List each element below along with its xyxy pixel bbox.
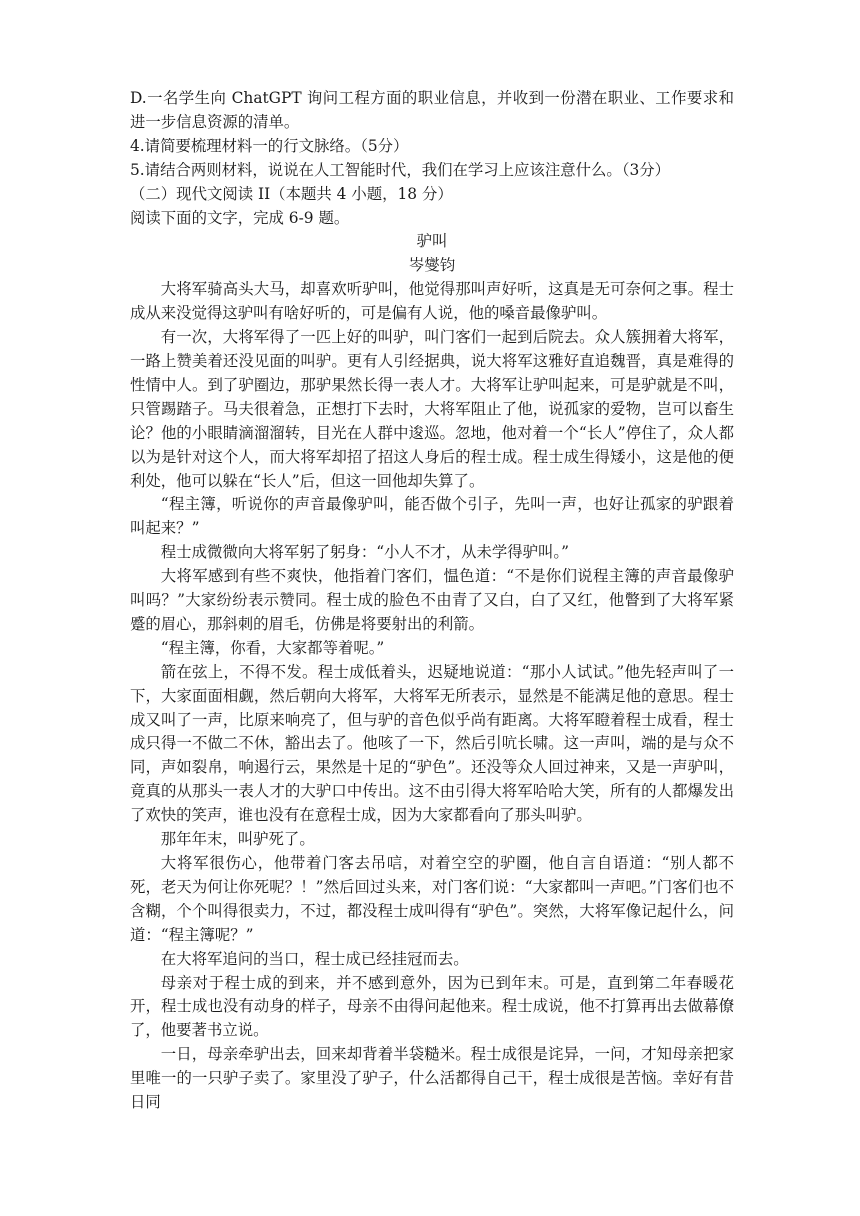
- article-body: [130, 278, 734, 1115]
- question-4: 4.请简要梳理材料一的行文脉络。（5分）: [130, 136, 409, 155]
- article-paragraph: “程主簿，你看，大家都等着呢。”: [160, 638, 385, 657]
- question-option-d: D.一名学生向 ChatGPT 询问工程方面的职业信息，并收到一份潜在职业、工作要求和进一步信息资源的清单。: [130, 89, 734, 131]
- article-paragraph: 大将军很伤心，他带着门客去吊唁，对着空空的驴圈，他自言自语道：“别人都不死，老天为何让你死呢？！”然后回过头来，对门客们说：“大家都叫一声吧。”门客们也不含糊，个个叫得很卖力，不过，都没程士成叫得有“驴色”。突然，大将军像记起什么，问道：“程主簿呢？”: [130, 854, 734, 944]
- article-paragraph: “程主簿，听说你的声音最像驴叫，能否做个引子，先叫一声，也好让孤家的驴跟着叫起来？”: [130, 495, 734, 538]
- section-heading: （二）现代文阅读 II（本题共 4 小题，18 分）: [130, 184, 453, 203]
- article-paragraph: 箭在弦上，不得不发。程士成低着头，迟疑地说道：“那小人试试。”他先轻声叫了一下，大家面面相觑，然后朝向大将军，大将军无所表示，显然是不能满足他的意思。程士成又叫了一声，比原来响亮了，但与驴的音色似乎尚有距离。大将军瞪着程士成看，程士成只得一不做二不休，豁出去了。他咳了一下，然后引吭长啸。这一声叫，端的是与众不同，声如裂帛，响遏行云，果然是十足的“驴色”。还没等众人回过神来，又是一声驴叫，竟真的从那头一表人才的大驴口中传出。这不由引得大将军哈哈大笑，所有的人都爆发出了欢快的笑声，谁也没有在意程士成，因为大家都看向了那头叫驴。: [130, 662, 734, 825]
- section-instruction: 阅读下面的文字，完成 6-9 题。: [130, 208, 350, 227]
- article-paragraph: 那年年末，叫驴死了。: [160, 830, 315, 849]
- article-paragraph: 母亲对于程士成的到来，并不感到意外，因为已到年末。可是，直到第二年春暖花开，程士成也没有动身的样子，母亲不由得问起他来。程士成说，他不打算再出去做幕僚了，他要著书立说。: [130, 973, 734, 1040]
- article-paragraph: 在大将军追问的当口，程士成已经挂冠而去。: [160, 949, 469, 968]
- article-paragraph: 程士成微微向大将军躬了躬身：“小人不才，从未学得驴叫。”: [160, 543, 569, 562]
- article-paragraph: 一日，母亲牵驴出去，回来却背着半袋糙米。程士成很是诧异，一问，才知母亲把家里唯一的一只驴子卖了。家里没了驴子，什么活都得自己干，程士成很是苦恼。幸好有昔日同: [130, 1045, 734, 1112]
- article-title: 驴叫: [416, 232, 448, 251]
- article-paragraph: 大将军骑高头大马，却喜欢听驴叫，他觉得那叫声好听，这真是无可奈何之事。程士成从来没觉得这驴叫有啥好听的，可是偏有人说，他的嗓音最像驴叫。: [130, 280, 734, 323]
- article-paragraph: 大将军感到有些不爽快，他指着门客们，愠色道：“不是你们说程主簿的声音最像驴叫吗？”大家纷纷表示赞同。程士成的脸色不由青了又白，白了又红，他瞥到了大将军紧蹙的眉心，那斜刺的眉毛，仿佛是将要射出的利箭。: [130, 567, 734, 633]
- article-paragraph: 有一次，大将军得了一匹上好的叫驴，叫门客们一起到后院去。众人簇拥着大将军，一路上赞美着还没见面的叫驴。更有人引经据典，说大将军这雅好直追魏晋，真是难得的性情中人。到了驴圈边，那驴果然长得一表人才。大将军让驴叫起来，可是驴就是不叫，只管踢踏子。马夫很着急，正想打下去时，大将军阻止了他，说孤家的爱物，岂可以畜生论？他的小眼睛滴溜溜转，目光在人群中逡巡。忽地，他对着一个“长人”停住了，众人都以为是针对这个人，而大将军却招了招这人身后的程士成。程士成生得矮小，这是他的便利处，他可以躲在“长人”后，但这一回他却失算了。: [130, 328, 734, 490]
- article-author: 岑燮钧: [408, 256, 456, 275]
- question-5: 5.请结合两则材料，说说在人工智能时代，我们在学习上应该注意什么。（3分）: [130, 160, 671, 179]
